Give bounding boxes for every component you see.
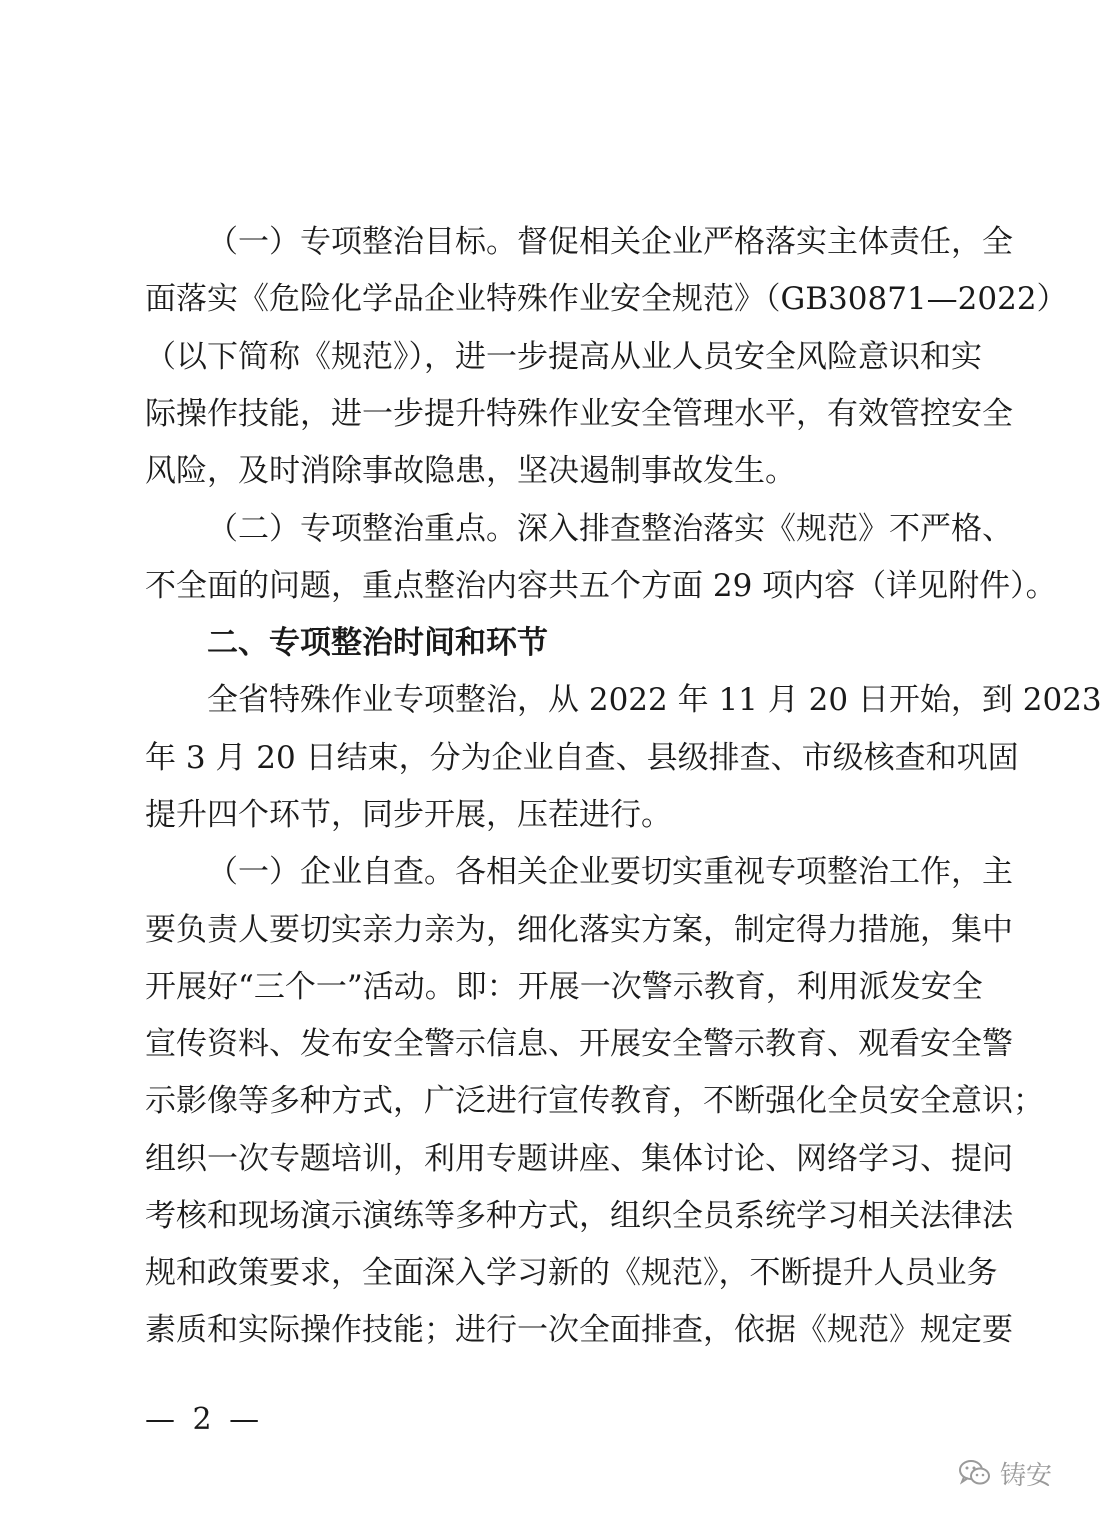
- page-number: — 2 —: [145, 1402, 264, 1437]
- section-heading: 二、专项整治时间和环节: [207, 625, 548, 661]
- paragraph-line: 不全面的问题，重点整治内容共五个方面 29 项内容（详见附件）。: [145, 568, 1057, 604]
- paragraph-line: 规和政策要求，全面深入学习新的《规范》，不断提升人员业务: [145, 1255, 998, 1291]
- paragraph-line: （一）专项整治目标。督促相关企业严格落实主体责任，全: [207, 224, 1013, 260]
- wechat-icon: [958, 1458, 992, 1488]
- paragraph-line: （以下简称《规范》），进一步提高从业人员安全风险意识和实: [145, 339, 982, 375]
- paragraph-line: 考核和现场演示演练等多种方式，组织全员系统学习相关法律法: [145, 1198, 1013, 1234]
- paragraph-line: 素质和实际操作技能；进行一次全面排查，依据《规范》规定要: [145, 1312, 1013, 1348]
- watermark-text: 铸安: [1000, 1460, 1053, 1491]
- paragraph-line: （二）专项整治重点。深入排查整治落实《规范》不严格、: [207, 511, 1013, 547]
- paragraph-line: 要负责人要切实亲力亲为，细化落实方案，制定得力措施，集中: [145, 912, 1013, 948]
- paragraph-line: 际操作技能，进一步提升特殊作业安全管理水平，有效管控安全: [145, 396, 1013, 432]
- paragraph-line: 全省特殊作业专项整治，从 2022 年 11 月 20 日开始，到 2023: [207, 682, 1102, 718]
- paragraph-line: 风险，及时消除事故隐患，坚决遏制事故发生。: [145, 453, 796, 489]
- paragraph-line: （一）企业自查。各相关企业要切实重视专项整治工作，主: [207, 854, 1013, 890]
- paragraph-line: 开展好“三个一”活动。即：开展一次警示教育，利用派发安全: [145, 969, 983, 1005]
- watermark: [958, 1450, 1052, 1496]
- paragraph-line: 提升四个环节，同步开展，压茬进行。: [145, 797, 672, 833]
- paragraph-line: 示影像等多种方式，广泛进行宣传教育，不断强化全员安全意识；: [145, 1083, 1044, 1119]
- paragraph-line: 组织一次专题培训，利用专题讲座、集体讨论、网络学习、提问: [145, 1141, 1013, 1177]
- paragraph-line: 年 3 月 20 日结束，分为企业自查、县级排查、市级核查和巩固: [145, 740, 1019, 776]
- paragraph-line: 宣传资料、发布安全警示信息、开展安全警示教育、观看安全警: [145, 1026, 1013, 1062]
- paragraph-line: 面落实《危险化学品企业特殊作业安全规范》（GB30871—2022）: [145, 281, 1068, 317]
